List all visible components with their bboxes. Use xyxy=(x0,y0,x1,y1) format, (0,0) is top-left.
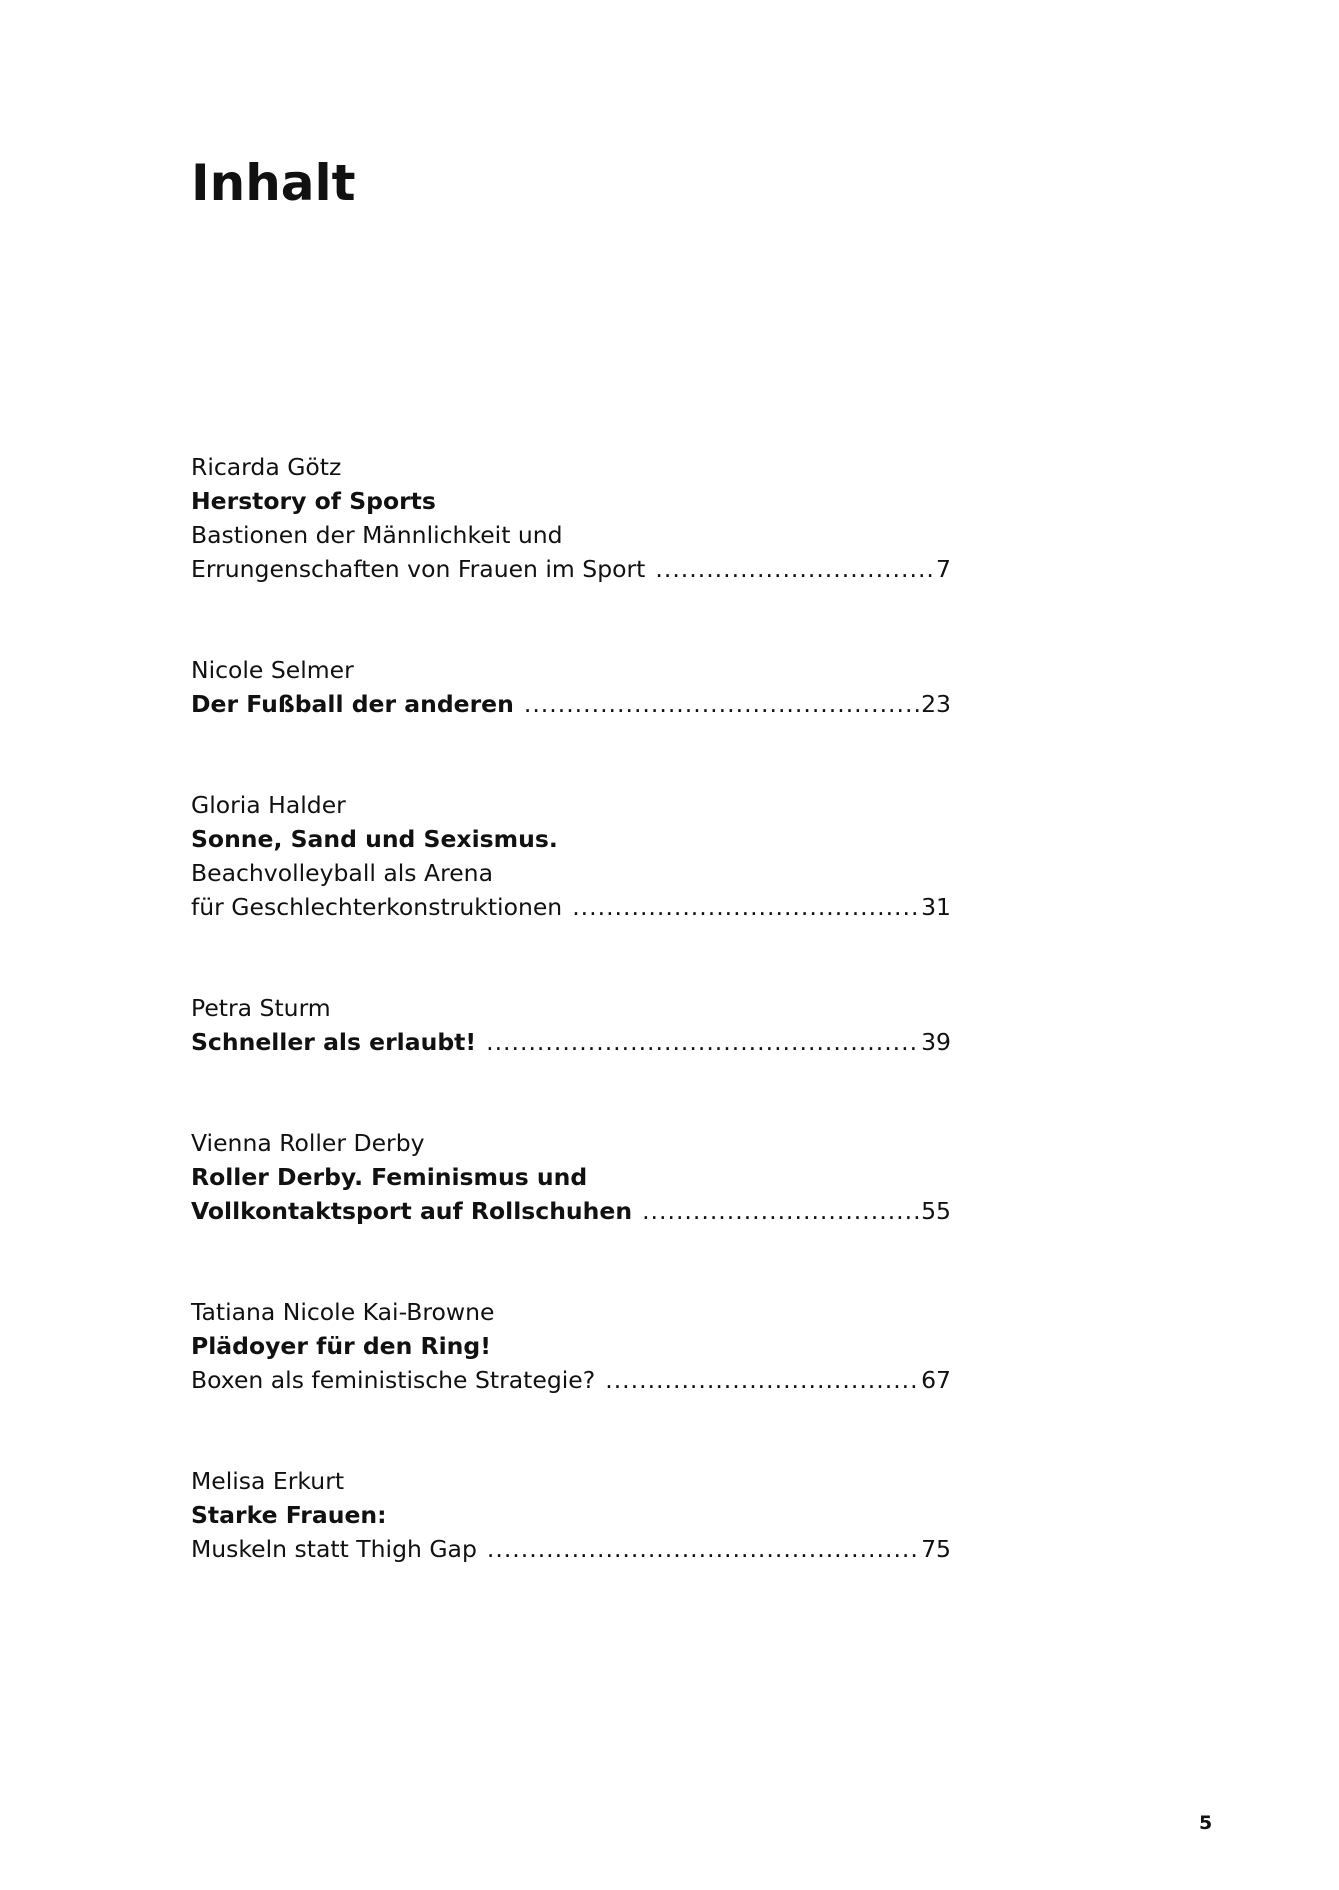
toc-page-number: 31 xyxy=(921,893,951,921)
toc-title: Vollkontaktsport auf Rollschuhen xyxy=(191,1197,633,1225)
toc-author: Ricarda Götz xyxy=(191,453,342,481)
toc-subtitle: Errungenschaften von Frauen im Sport xyxy=(191,555,646,583)
toc-title: Plädoyer für den Ring! xyxy=(191,1332,491,1360)
toc-subtitle-last-line xyxy=(191,1363,951,1397)
toc-title: Der Fußball der anderen xyxy=(191,690,514,718)
dot-leader xyxy=(524,687,919,721)
toc-page-number: 75 xyxy=(921,1535,951,1563)
toc-title: Sonne, Sand und Sexismus. xyxy=(191,825,558,853)
toc-page-number: 7 xyxy=(936,555,951,583)
toc-title: Schneller als erlaubt! xyxy=(191,1028,477,1056)
dot-leader xyxy=(605,1363,919,1397)
toc-title: Roller Derby. Feminismus und xyxy=(191,1163,588,1191)
toc-title: Starke Frauen: xyxy=(191,1501,387,1529)
toc-page-number: 39 xyxy=(921,1028,951,1056)
toc-author: Gloria Halder xyxy=(191,791,346,819)
toc-title: Herstory of Sports xyxy=(191,487,436,515)
page-title: Inhalt xyxy=(191,154,356,212)
toc-subtitle: Muskeln statt Thigh Gap xyxy=(191,1535,477,1563)
toc-subtitle: für Geschlechterkonstruktionen xyxy=(191,893,563,921)
toc-title-last-line xyxy=(191,1025,951,1059)
dot-leader xyxy=(487,1532,919,1566)
dot-leader xyxy=(486,1025,919,1059)
toc-subtitle: Bastionen der Männlichkeit und xyxy=(191,521,563,549)
dot-leader xyxy=(655,552,934,586)
toc-page-number: 67 xyxy=(921,1366,951,1394)
toc-entry[interactable] xyxy=(191,991,951,1059)
toc-author: Nicole Selmer xyxy=(191,656,354,684)
toc-entry[interactable] xyxy=(191,653,951,721)
toc-subtitle-last-line xyxy=(191,890,951,924)
dot-leader xyxy=(572,890,919,924)
table-of-contents xyxy=(191,450,951,1633)
toc-title-last-line xyxy=(191,687,951,721)
toc-author: Melisa Erkurt xyxy=(191,1467,345,1495)
toc-entry[interactable] xyxy=(191,1126,951,1228)
toc-subtitle-last-line xyxy=(191,552,951,586)
page-number: 5 xyxy=(1199,1812,1213,1834)
toc-title-last-line xyxy=(191,1194,951,1228)
toc-page-number: 23 xyxy=(921,690,951,718)
toc-author: Vienna Roller Derby xyxy=(191,1129,425,1157)
toc-page-number: 55 xyxy=(921,1197,951,1225)
toc-entry[interactable] xyxy=(191,1295,951,1397)
toc-author: Petra Sturm xyxy=(191,994,331,1022)
dot-leader xyxy=(642,1194,919,1228)
toc-subtitle-last-line xyxy=(191,1532,951,1566)
toc-entry[interactable] xyxy=(191,1464,951,1566)
toc-entry[interactable] xyxy=(191,450,951,586)
toc-subtitle: Beachvolleyball als Arena xyxy=(191,859,493,887)
toc-entry[interactable] xyxy=(191,788,951,924)
toc-subtitle: Boxen als feministische Strategie? xyxy=(191,1366,596,1394)
toc-author: Tatiana Nicole Kai-Browne xyxy=(191,1298,495,1326)
